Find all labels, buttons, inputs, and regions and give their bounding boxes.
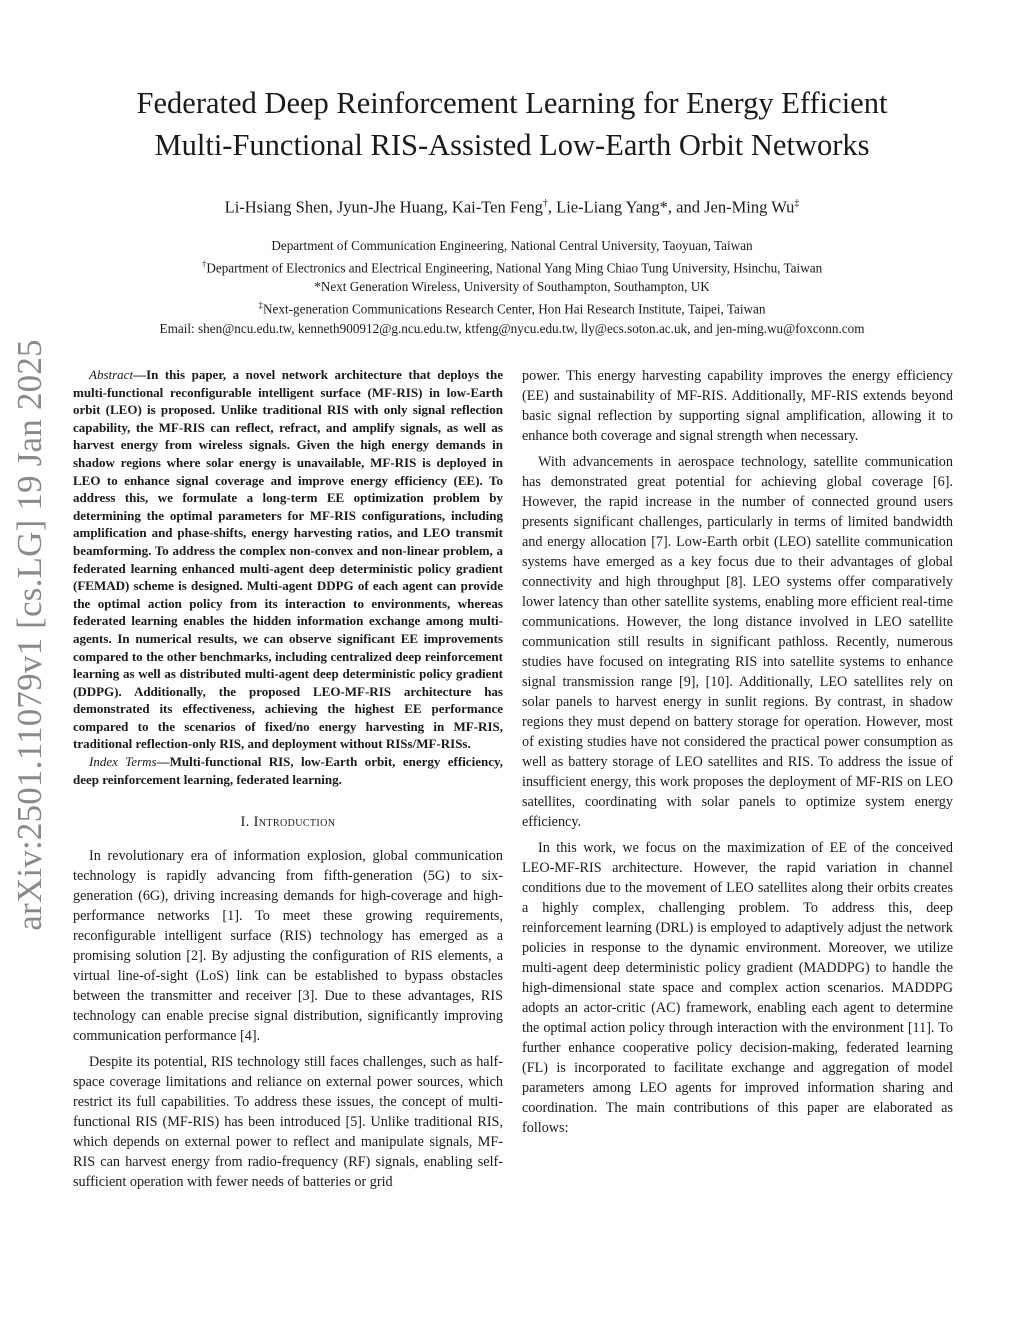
right-column [522, 366, 953, 1144]
affiliations [40, 236, 984, 338]
authors-part-1: Li-Hsiang Shen, Jyun-Jhe Huang, Kai-Ten Feng [224, 197, 543, 217]
affiliation-line-2-text: Department of Electronics and Electrical Engineering, National Yang Ming Chiao Tung University, Hsinchu, Taiwan [206, 260, 823, 276]
intro-paragraph-2: Despite its potential, RIS technology still faces challenges, such as half-space coverage limitations and reliance on external power sources, which restrict its full capabilities. To address these issues, the concept of multi-functional RIS (MF-RIS) has been introduced [5]. Unlike traditional RIS, which depends on external power to reflect and manipulate signals, MF-RIS can harvest energy from radio-frequency (RF) signals, enabling self-sufficient operation with fewer needs of batteries or grid [73, 1054, 503, 1191]
email-line: Email: shen@ncu.edu.tw, kenneth900912@g.ncu.edu.tw, ktfeng@nycu.edu.tw, lly@ecs.soton.ac.uk, and jen-ming.wu@foxconn.com [159, 320, 865, 336]
index-terms-label: Index Terms [89, 754, 157, 770]
abstract-text: In this paper, a novel network architecture that deploys the multi-functional reconfigurable intelligent surface (MF-RIS) in low-Earth orbit (LEO) is proposed. Unlike traditional RIS with only signal reflection capability, the MF-RIS can reflect, refract, and amplify signals, as well as harvest energy from wireless signals. Given the high energy demands in shadow regions where solar energy is unavailable, MF-RIS is deployed in LEO to enhance signal coverage and improve energy efficiency (EE). To address this, we formulate a long-term EE optimization problem by determining the optimal parameters for MF-RIS configurations, including amplification and phase-shifts, energy harvesting ratios, and LEO transmit beamforming. To address the complex non-convex and non-linear problem, a federated learning enhanced multi-agent deep deterministic policy gradient (FEMAD) scheme is designed. Multi-agent DDPG of each agent can provide the optimal action policy from its interaction to environments, whereas federated learning enables the hidden information exchange among multi-agents. In numerical results, we can observe significant EE improvements compared to the other benchmarks, including centralized deep reinforcement learning as well as distributed multi-agent deep deterministic policy gradient (DDPG). Additionally, the proposed LEO-MF-RIS architecture has demonstrated its effectiveness, achieving the highest EE performance compared to the scenarios of fixed/no energy harvesting in MF-RIS, traditional reflection-only RIS, and deployment without RISs/MF-RISs. [73, 367, 503, 752]
authors-part-2: , Lie-Liang Yang*, and Jen-Ming Wu [547, 197, 795, 217]
arxiv-identifier-text: arXiv:2501.11079v1 [cs.LG] 19 Jan 2025 [10, 339, 49, 931]
affiliation-line-3: *Next Generation Wireless, University of Southampton, Southampton, UK [314, 279, 710, 295]
affiliation-mark-double-dagger: ‡ [258, 300, 263, 311]
intro-paragraph-5: In this work, we focus on the maximization of EE of the conceived LEO-MF-RIS architecture. However, the rapid variation in channel conditions due to the movement of LEO satellites along their orbits creates a highly complex, challenging problem. To address this, deep reinforcement learning (DRL) is employed to adaptively adjust the network policies in response to the dynamic environment. Moreover, we utilize multi-agent deep deterministic policy gradient (MADDPG) to handle the high-dimensional state space and complex action scenarios. MADDPG adopts an actor-critic (AC) framework, enabling each agent to determine the optimal action policy through interaction with the environment [11]. To further enhance cooperative policy decision-making, federated learning (FL) is incorporated to facilitate exchange and aggregation of model parameters among LEO agents for improved information sharing and coordination. The main contributions of this paper are elaborated as follows: [522, 840, 953, 1136]
abstract-label: Abstract [89, 367, 134, 382]
arxiv-identifier [2, 330, 58, 940]
author-list [60, 192, 964, 220]
abstract [73, 366, 503, 753]
index-terms-text: Multi-functional RIS, low-Earth orbit, energy efficiency, deep reinforcement learning, federated learning. [73, 754, 503, 787]
paper-title [60, 82, 964, 166]
index-terms [73, 753, 503, 788]
intro-paragraph-3: power. This energy harvesting capability improves the energy efficiency (EE) and sustainability of MF-RIS. Additionally, MF-RIS extends beyond basic signal reflection by supporting signal amplification, allowing it to enhance both coverage and signal strength when necessary. [522, 368, 953, 444]
intro-paragraph-4: With advancements in aerospace technology, satellite communication has demonstrated great potential for achieving global coverage [6]. However, the rapid increase in the number of connected ground users presents significant challenges, particularly in terms of limited bandwidth and energy allocation [7]. Low-Earth orbit (LEO) satellite communication systems have emerged as a key focus due to their advantages of global connectivity and high throughput [8]. LEO systems offer comparatively lower latency than other satellite systems, enabling more efficient real-time communications. However, the long distance involved in LEO satellite communication still results in significant pathloss. Recently, numerous studies have focused on integrating RIS into satellite systems to enhance signal transmission range [9], [10]. Additionally, LEO satellites rely on solar panels to harvest energy in sunlit regions. By contrast, in shadow regions they must depend on battery storage for operation. However, most of existing studies have not considered the practical power consumption as well as battery storage of LEO satellites and RIS. To address the issue of insufficient energy, this work proposes the deployment of MF-RIS on LEO satellites, coordinating with solar panels to optimize system energy efficiency. [522, 454, 953, 830]
index-terms-dash: — [156, 754, 170, 770]
section-heading-introduction: I. Introduction [240, 814, 336, 831]
paper-title-line-1: Federated Deep Reinforcement Learning for Energy Efficient [136, 86, 888, 120]
affiliation-line-4 [40, 296, 984, 318]
affiliation-mark-dagger: † [201, 259, 207, 269]
author-mark-double-dagger: ‡ [794, 198, 800, 209]
affiliation-line-1: Department of Communication Engineering, National Central University, Taoyuan, Taiwan [271, 238, 753, 253]
author-mark-dagger: † [542, 198, 548, 209]
left-column [73, 366, 503, 1198]
affiliation-line-4-text: Next-generation Communications Research Center, Hon Hai Research Institute, Taipei, Taiwan [262, 301, 766, 317]
intro-paragraph-1: In revolutionary era of information explosion, global communication technology is rapidly advancing from fifth-generation (5G) to six-generation (6G), driving increasing demands for high-coverage and high-performance networks [1]. To meet these growing requirements, reconfigurable intelligent surface (RIS) technology has emerged as a promising solution [2]. By adjusting the configuration of RIS elements, a virtual line-of-sight (LoS) link can be established to bypass obstacles between the transmitter and receiver [3]. Due to these advantages, RIS technology can enable precise signal distribution, significantly improving communication performance [4]. [73, 848, 503, 1045]
affiliation-line-2 [40, 255, 984, 277]
paper-title-line-2: Multi-Functional RIS-Assisted Low-Earth Orbit Networks [154, 128, 870, 162]
abstract-dash: — [133, 367, 147, 382]
